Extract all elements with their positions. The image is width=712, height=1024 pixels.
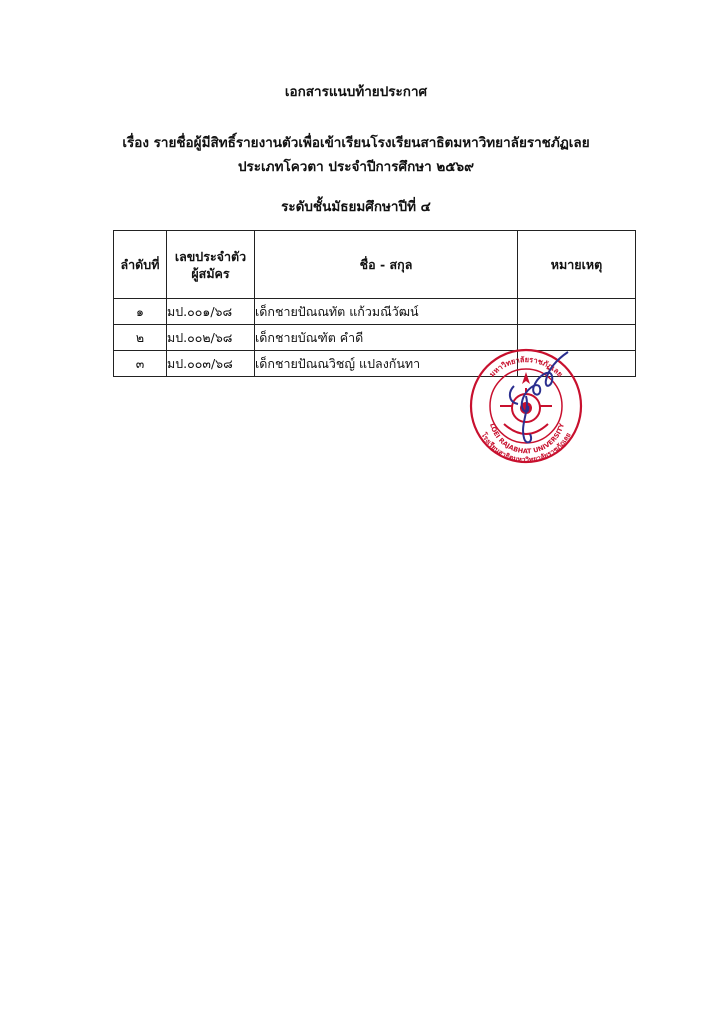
seal-text-bottom: โรงเรียนสาธิตมหาวิทยาลัยราชภัฏเลย xyxy=(479,431,573,464)
cell-name: เด็กชายบัณฑัต คำดี xyxy=(255,325,518,351)
header-name: ชื่อ - สกุล xyxy=(255,231,518,299)
cell-applicant-id: มป.๐๐๒/๖๘ xyxy=(167,325,255,351)
seal-text-english: LOEI RAJABHAT UNIVERSITY xyxy=(488,422,566,456)
cell-no: ๓ xyxy=(114,351,167,377)
university-seal-stamp xyxy=(468,346,584,464)
subject-line-2: ประเภทโควตา ประจำปีการศึกษา ๒๕๖๙ xyxy=(237,159,475,175)
cell-applicant-id: มป.๐๐๓/๖๘ xyxy=(167,351,255,377)
cell-remark xyxy=(518,299,636,325)
cell-no: ๒ xyxy=(114,325,167,351)
cell-no: ๑ xyxy=(114,299,167,325)
cell-name: เด็กชายปัณณวิชญ์ แปลงกันทา xyxy=(255,351,518,377)
grade-level-title: ระดับชั้นมัธยมศึกษาปีที่ ๔ xyxy=(281,199,431,215)
table-header-row xyxy=(114,231,636,299)
header-applicant-id xyxy=(167,231,255,299)
subject-line-1: เรื่อง รายชื่อผู้มีสิทธิ์รายงานตัวเพื่อเข้าเรียนโรงเรียนสาธิตมหาวิทยาลัยราชภัฏเลย xyxy=(122,135,590,151)
document-title: เอกสารแนบท้ายประกาศ xyxy=(284,84,428,100)
header-applicant-id-line2: ผู้สมัคร xyxy=(191,265,230,281)
table-row xyxy=(114,299,636,325)
seal-text-top: มหาวิทยาลัยราชภัฏเลย xyxy=(487,354,565,379)
header-no: ลำดับที่ xyxy=(114,231,167,299)
cell-name: เด็กชายปัณณทัต แก้วมณีวัฒน์ xyxy=(255,299,518,325)
header-applicant-id-line1: เลขประจำตัว xyxy=(174,248,247,264)
header-remark: หมายเหตุ xyxy=(518,231,636,299)
cell-applicant-id: มป.๐๐๑/๖๘ xyxy=(167,299,255,325)
